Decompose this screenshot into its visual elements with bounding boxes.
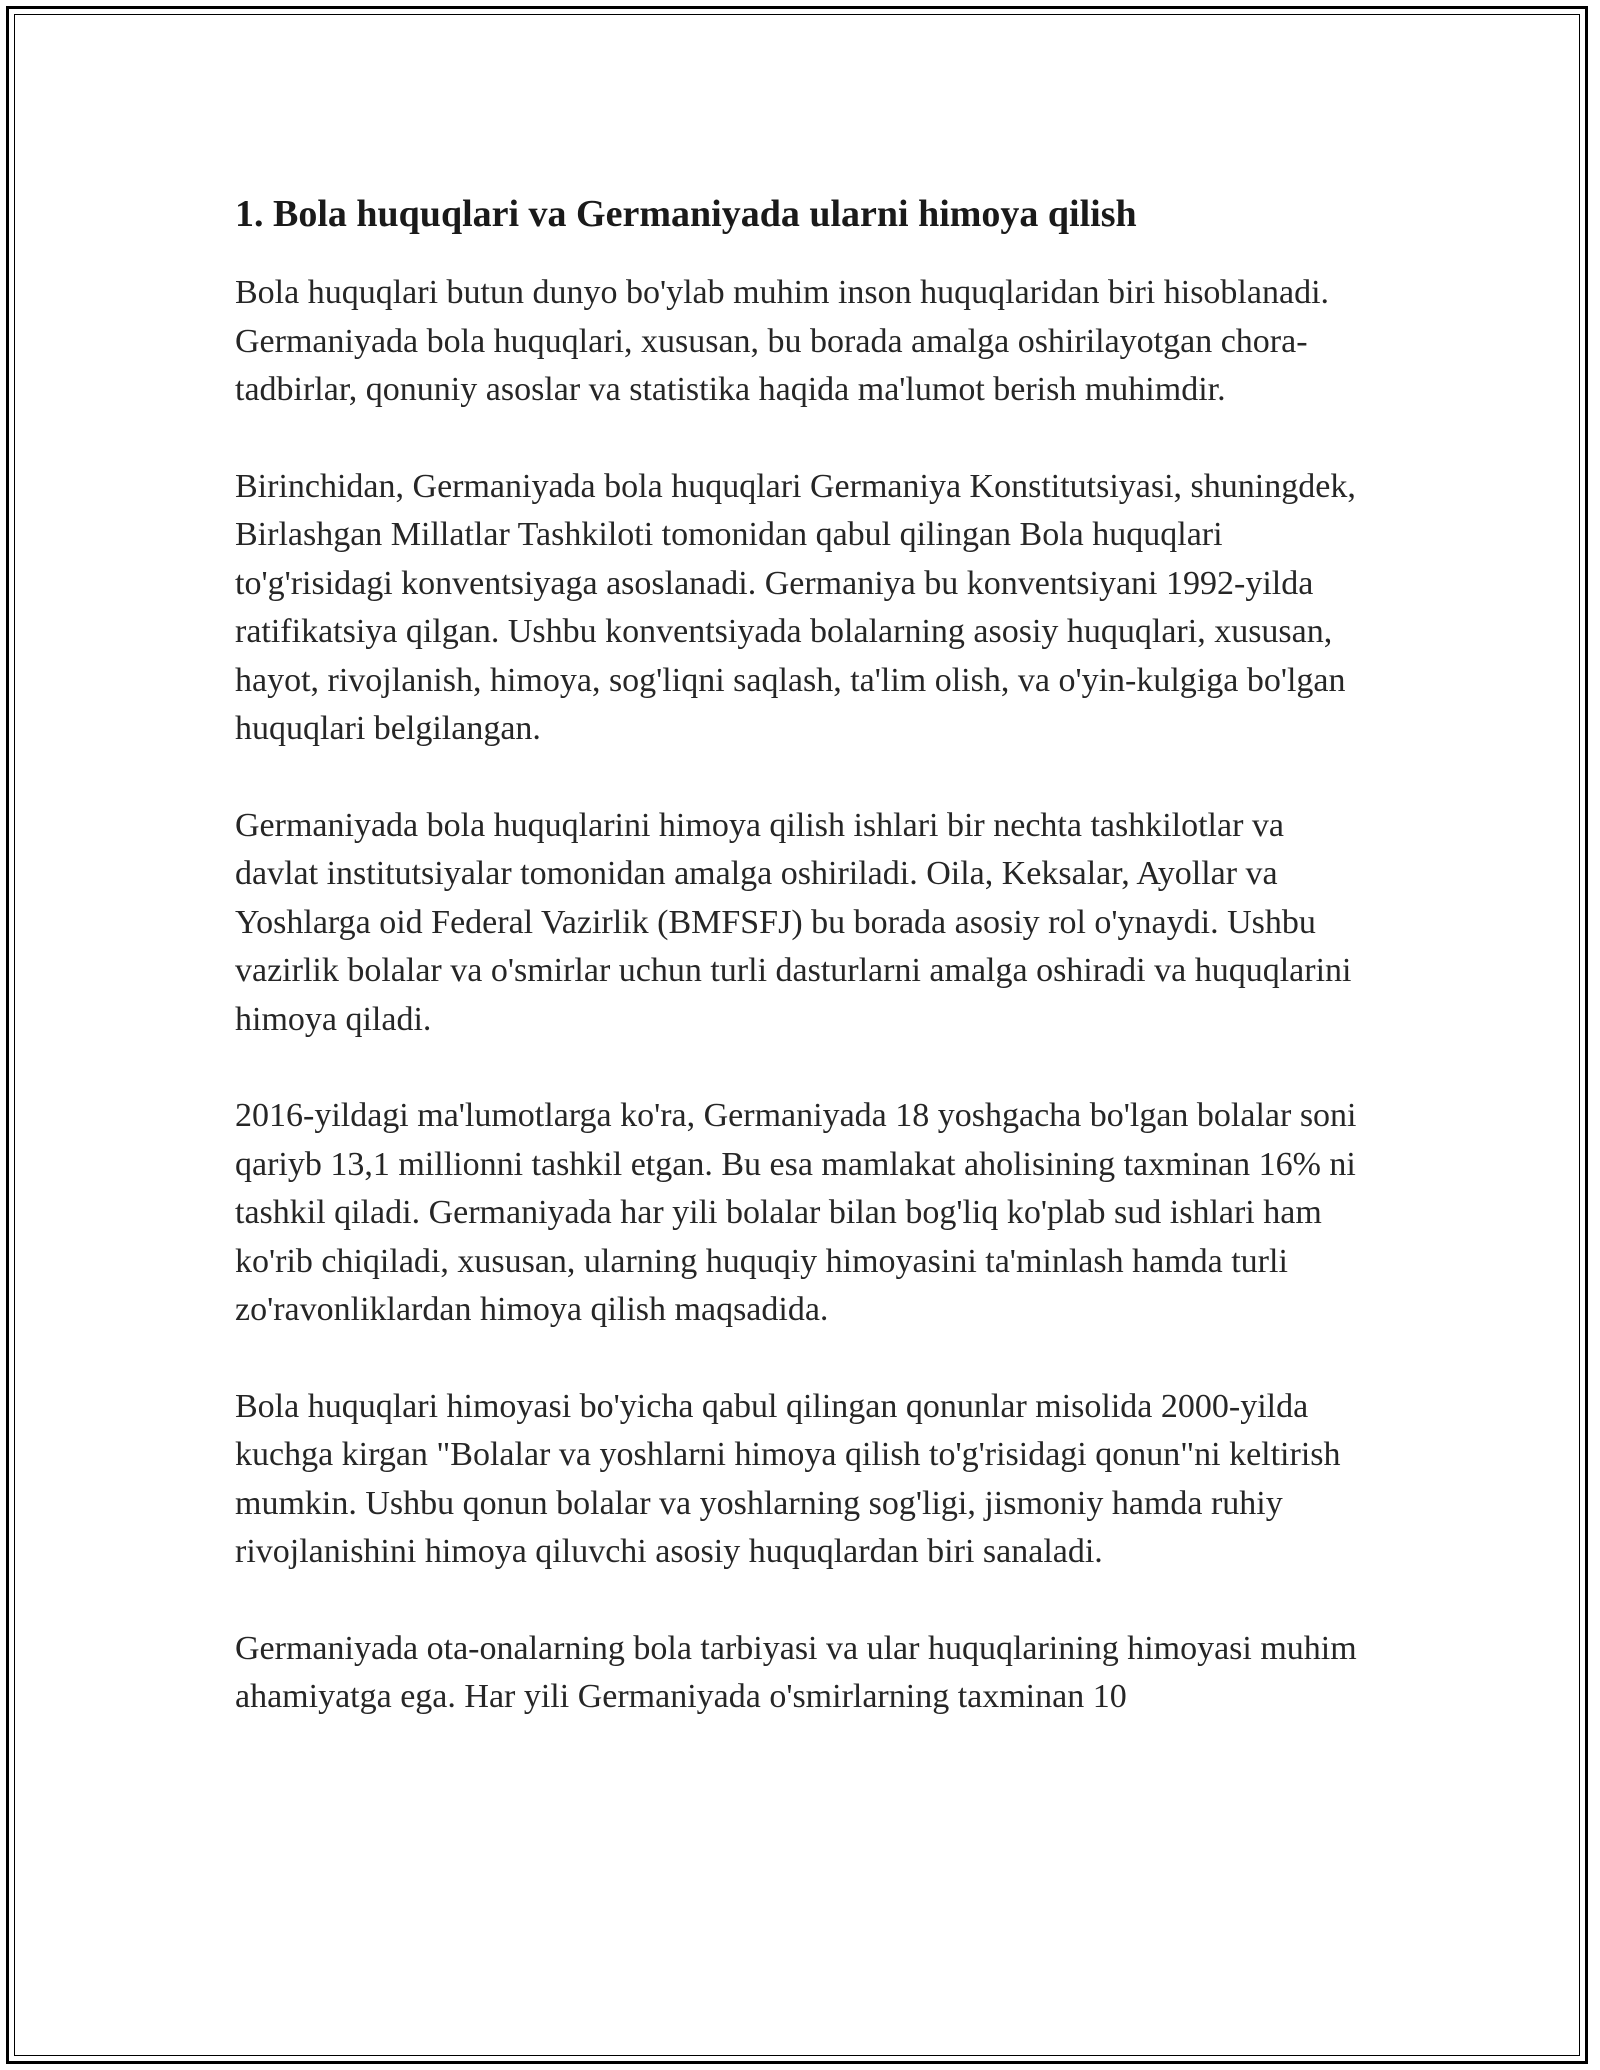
paragraph-statistics: 2016-yildagi ma'lumotlarga ko'ra, Germaniyada 18 yoshgacha bo'lgan bolalar soni qariyb 13,1 millionni tashkil etgan. Bu esa mamlakat aholisining taxminan 16% ni tashkil qiladi. Germaniyada har yili bolalar bilan bog'liq ko'plab sud ishlari ham ko'rib chiqiladi, xususan, ularning huquqiy himoyasini ta'minlash hamda turli zo'ravonliklardan himoya qilish maqsadida. (235, 1097, 1357, 1328)
paragraph-intro: Bola huquqlari butun dunyo bo'ylab muhim inson huquqlaridan biri hisoblanadi. Germaniyada bola huquqlari, xususan, bu borada amalga oshirilayotgan chora-tadbirlar, qonuniy asoslar va statistika haqida ma'lumot berish muhimdir. (235, 274, 1330, 408)
section-heading: 1. Bola huquqlari va Germaniyada ularni himoya qilish (235, 193, 1137, 235)
paragraph-parents: Germaniyada ota-onalarning bola tarbiyasi va ular huquqlarining himoyasi muhim ahamiyatga ega. Har yili Germaniyada o'smirlarning taxminan 10 (235, 1629, 1357, 1715)
paragraph-legal-basis: Birinchidan, Germaniyada bola huquqlari Germaniya Konstitutsiyasi, shuningdek, Birlashgan Millatlar Tashkiloti tomonidan qabul qilingan Bola huquqlari to'g'risidagi konventsiyaga asoslanadi. Germaniya bu konventsiyani 1992-yilda ratifikatsiya qilgan. Ushbu konventsiyada bolalarning asosiy huquqlari, xususan, hayot, rivojlanish, himoya, sog'liqni saqlash, ta'lim olish, va o'yin-kulgiga bo'lgan huquqlari belgilangan. (235, 467, 1356, 747)
paragraph-institutions: Germaniyada bola huquqlarini himoya qilish ishlari bir nechta tashkilotlar va davlat institutsiyalar tomonidan amalga oshiriladi. Oila, Keksalar, Ayollar va Yoshlarga oid Federal Vazirlik (BMFSFJ) bu borada asosiy rol o'ynaydi. Ushbu vazirlik bolalar va o'smirlar uchun turli dasturlarni amalga oshiradi va huquqlarini himoya qiladi. (235, 806, 1352, 1038)
paragraph-laws: Bola huquqlari himoyasi bo'yicha qabul qilingan qonunlar misolida 2000-yilda kuchga kirgan "Bolalar va yoshlarni himoya qilish to'g'risidagi qonun"ni keltirish mumkin. Ushbu qonun bolalar va yoshlarning sog'ligi, jismoniy hamda ruhiy rivojlanishini himoya qiluvchi asosiy huquqlardan biri sanaladi. (235, 1387, 1341, 1570)
document-body (235, 187, 1375, 1770)
